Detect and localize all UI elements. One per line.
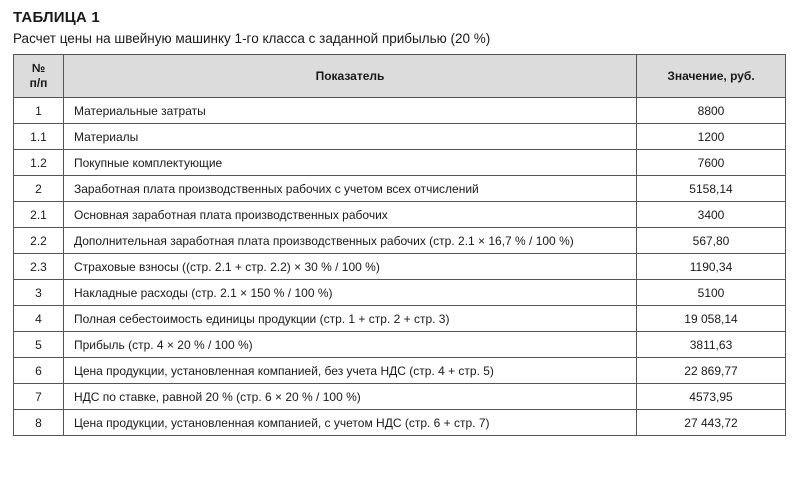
table-row xyxy=(14,176,786,202)
row-indicator-cell: Материалы xyxy=(64,124,637,150)
row-number-cell: 2 xyxy=(14,176,64,202)
table-label: ТАБЛИЦА 1 xyxy=(13,9,100,26)
row-number-cell: 2.3 xyxy=(14,254,64,280)
row-number-cell: 1.2 xyxy=(14,150,64,176)
row-indicator-cell: Полная себестоимость единицы продукции (стр. 1 + стр. 2 + стр. 3) xyxy=(64,306,637,332)
table-row xyxy=(14,280,786,306)
row-value-cell: 19 058,14 xyxy=(637,306,786,332)
row-indicator-cell: Дополнительная заработная плата производственных рабочих (стр. 2.1 × 16,7 % / 100 %) xyxy=(64,228,637,254)
table-row xyxy=(14,150,786,176)
row-number-cell: 2.1 xyxy=(14,202,64,228)
row-number-cell: 5 xyxy=(14,332,64,358)
row-indicator-cell: Материальные затраты xyxy=(64,98,637,124)
row-indicator-cell: Заработная плата производственных рабочих с учетом всех отчислений xyxy=(64,176,637,202)
row-indicator-cell: Прибыль (стр. 4 × 20 % / 100 %) xyxy=(64,332,637,358)
row-value-cell: 3811,63 xyxy=(637,332,786,358)
table-row xyxy=(14,124,786,150)
row-indicator-cell: Накладные расходы (стр. 2.1 × 150 % / 100 %) xyxy=(64,280,637,306)
price-calculation-table xyxy=(13,54,786,436)
table-caption: Расчет цены на швейную машинку 1-го класса с заданной прибылью (20 %) xyxy=(13,31,491,46)
table-row xyxy=(14,306,786,332)
row-value-cell: 27 443,72 xyxy=(637,410,786,436)
table-row xyxy=(14,410,786,436)
row-value-cell: 5100 xyxy=(637,280,786,306)
row-number-cell: 4 xyxy=(14,306,64,332)
table-body xyxy=(14,98,786,436)
header-number-line2: п/п xyxy=(29,76,48,90)
header-number xyxy=(14,55,64,98)
row-value-cell: 1200 xyxy=(637,124,786,150)
row-indicator-cell: НДС по ставке, равной 20 % (стр. 6 × 20 % / 100 %) xyxy=(64,384,637,410)
row-number-cell: 2.2 xyxy=(14,228,64,254)
table-row xyxy=(14,202,786,228)
row-indicator-cell: Покупные комплектующие xyxy=(64,150,637,176)
table-row xyxy=(14,358,786,384)
header-indicator: Показатель xyxy=(64,55,637,98)
row-number-cell: 8 xyxy=(14,410,64,436)
table-row xyxy=(14,384,786,410)
table-row xyxy=(14,254,786,280)
row-number-cell: 6 xyxy=(14,358,64,384)
row-number-cell: 1 xyxy=(14,98,64,124)
table-row xyxy=(14,98,786,124)
row-indicator-cell: Цена продукции, установленная компанией, с учетом НДС (стр. 6 + стр. 7) xyxy=(64,410,637,436)
row-indicator-cell: Страховые взносы ((стр. 2.1 + стр. 2.2) × 30 % / 100 %) xyxy=(64,254,637,280)
row-indicator-cell: Основная заработная плата производственных рабочих xyxy=(64,202,637,228)
table-header-row xyxy=(14,55,786,98)
row-number-cell: 1.1 xyxy=(14,124,64,150)
row-value-cell: 8800 xyxy=(637,98,786,124)
row-value-cell: 7600 xyxy=(637,150,786,176)
row-value-cell: 22 869,77 xyxy=(637,358,786,384)
row-number-cell: 7 xyxy=(14,384,64,410)
row-value-cell: 567,80 xyxy=(637,228,786,254)
header-value: Значение, руб. xyxy=(637,55,786,98)
row-value-cell: 3400 xyxy=(637,202,786,228)
table-row xyxy=(14,332,786,358)
row-value-cell: 4573,95 xyxy=(637,384,786,410)
row-value-cell: 5158,14 xyxy=(637,176,786,202)
row-indicator-cell: Цена продукции, установленная компанией, без учета НДС (стр. 4 + стр. 5) xyxy=(64,358,637,384)
row-number-cell: 3 xyxy=(14,280,64,306)
table-row xyxy=(14,228,786,254)
row-value-cell: 1190,34 xyxy=(637,254,786,280)
header-number-line1: № xyxy=(31,61,46,75)
